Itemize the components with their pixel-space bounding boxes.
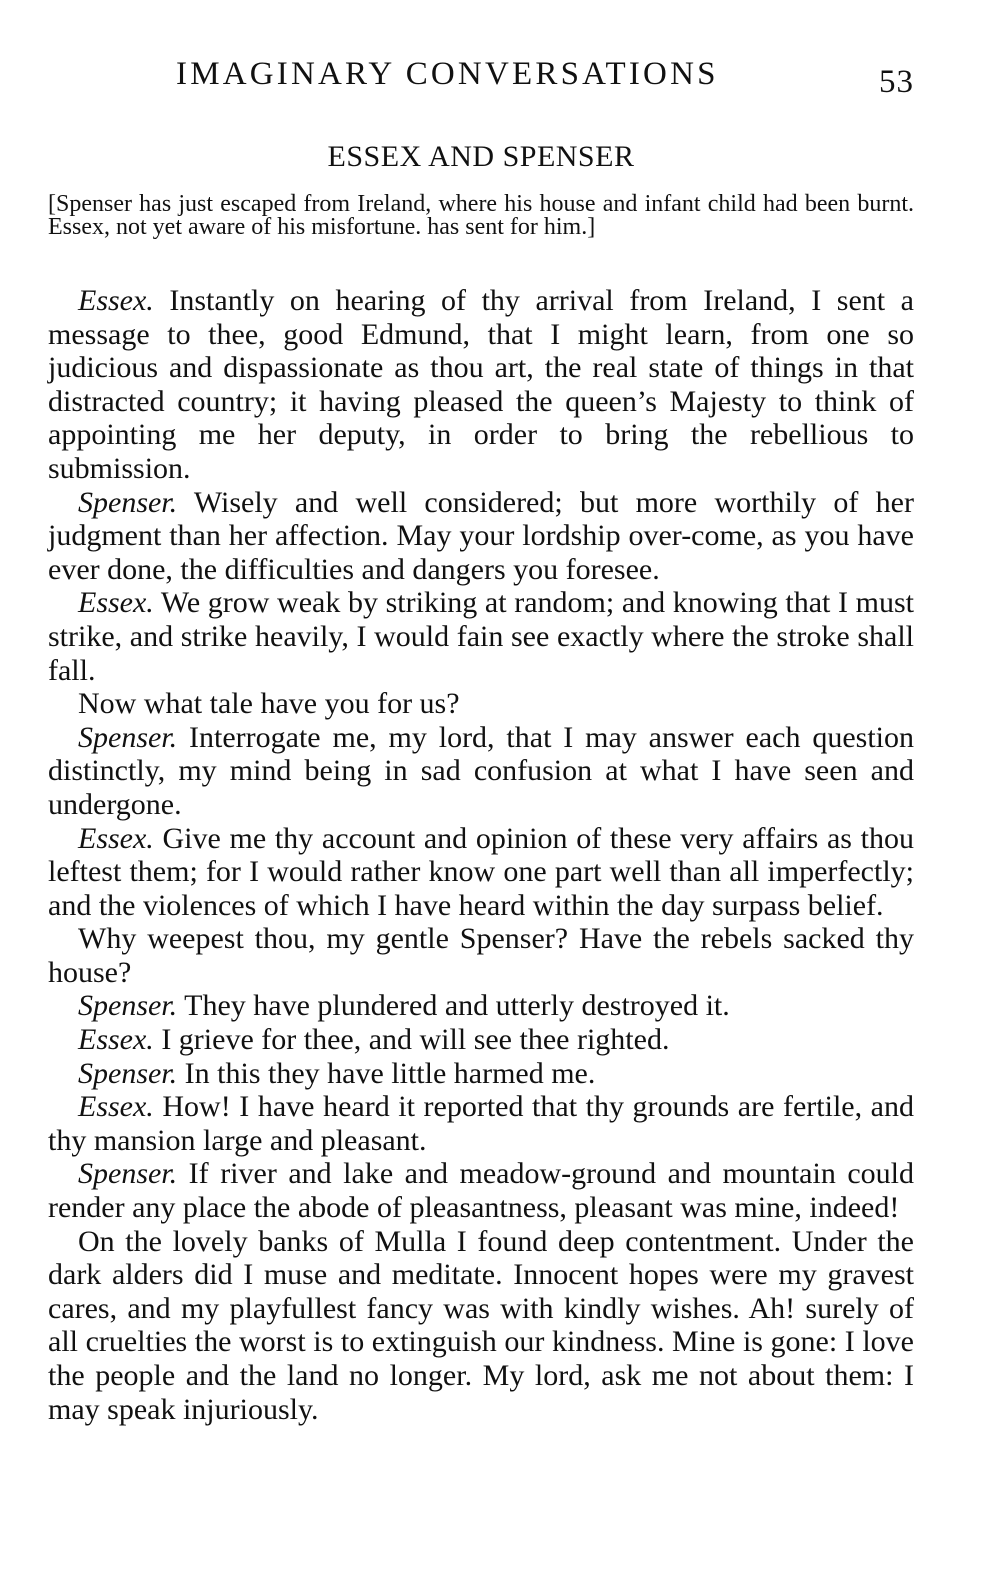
paragraph-text: They have plundered and utterly destroyed it.: [177, 989, 730, 1023]
paragraph-text: In this they have little harmed me.: [177, 1056, 596, 1090]
paragraph-text: Now what tale have you for us?: [78, 687, 460, 721]
paragraph-text: I grieve for thee, and will see thee righted.: [153, 1023, 670, 1057]
dialogue-paragraph: [48, 721, 914, 822]
dialogue-paragraph: [48, 1225, 914, 1427]
speaker-name: Essex.: [78, 586, 154, 620]
dialogue-paragraph: [48, 822, 914, 923]
speaker-name: Spenser.: [78, 989, 178, 1023]
paragraph-text: How! I have heard it reported that thy grounds are fertile, and thy mansion large and pleasant.: [48, 1090, 914, 1157]
running-head: [48, 52, 914, 102]
dialogue-paragraph: [48, 1090, 914, 1157]
paragraph-text: Interrogate me, my lord, that I may answer each question distinctly, my mind being in sad confusion at what I have seen and undergone.: [48, 720, 914, 821]
paragraph-text: Instantly on hearing of thy arrival from Ireland, I sent a message to thee, good Edmund, that I might learn, from one so judicious and dispassionate as thou art, the real state of things in that distracted country; it having pleased the queen’s Majesty to think of appointing me her deputy, in order to bring the rebellious to submission.: [48, 284, 914, 485]
dialogue-paragraph: [48, 284, 914, 486]
dialogue-paragraph: [48, 1023, 914, 1057]
dialogue-paragraph: [48, 1157, 914, 1224]
paragraph-text: On the lovely banks of Mulla I found deep contentment. Under the dark alders did I muse and meditate. Innocent hopes were my gravest cares, and my playfullest fancy was with kindly wishes. Ah! surely of all cruelties the worst is to extinguish our kindness. Mine is gone: I love the people and the land no longer. My lord, ask me not about them: I may speak injuriously.: [48, 1224, 914, 1426]
dialogue-body: [48, 284, 914, 1426]
dialogue-paragraph: [48, 989, 914, 1023]
dialogue-paragraph: [48, 922, 914, 989]
paragraph-text: We grow weak by striking at random; and knowing that I must strike, and strike heavily, I would fain see exactly where the stroke shall fall.: [48, 586, 914, 687]
paragraph-text: Why weepest thou, my gentle Spenser? Have the rebels sacked thy house?: [48, 922, 914, 989]
speaker-name: Essex.: [78, 284, 154, 317]
running-title: IMAGINARY CONVERSATIONS: [176, 56, 719, 92]
speaker-name: Spenser.: [78, 1056, 178, 1090]
paragraph-text: Wisely and well considered; but more worthily of her judgment than her affection. May your lordship over-come, as you have ever done, the difficulties and dangers you foresee.: [48, 485, 914, 586]
dialogue-paragraph: [48, 486, 914, 587]
dialogue-paragraph: [48, 687, 914, 721]
speaker-name: Spenser.: [78, 485, 178, 519]
paragraph-text: If river and lake and meadow-ground and mountain could render any place the abode of pleasantness, pleasant was mine, indeed!: [48, 1157, 914, 1225]
dialogue-paragraph: [48, 586, 914, 687]
headnote: [Spenser has just escaped from Ireland, where his house and infant child had been burnt. Essex, not yet aware of his misfortune. has sent for him.]: [48, 191, 914, 240]
speaker-name: Spenser.: [78, 720, 178, 754]
speaker-name: Spenser.: [78, 1157, 178, 1191]
speaker-name: Essex.: [78, 1023, 154, 1057]
dialogue-paragraph: [48, 1057, 914, 1091]
paragraph-text: Give me thy account and opinion of these very affairs as thou leftest them; for I would rather know one part well than all imperfectly; and the violences of which I have heard within the day surpass belief.: [48, 821, 914, 922]
section-title: ESSEX AND SPENSER: [327, 140, 635, 173]
speaker-name: Essex.: [78, 821, 154, 855]
speaker-name: Essex.: [78, 1090, 154, 1124]
page-number: 53: [879, 64, 914, 100]
